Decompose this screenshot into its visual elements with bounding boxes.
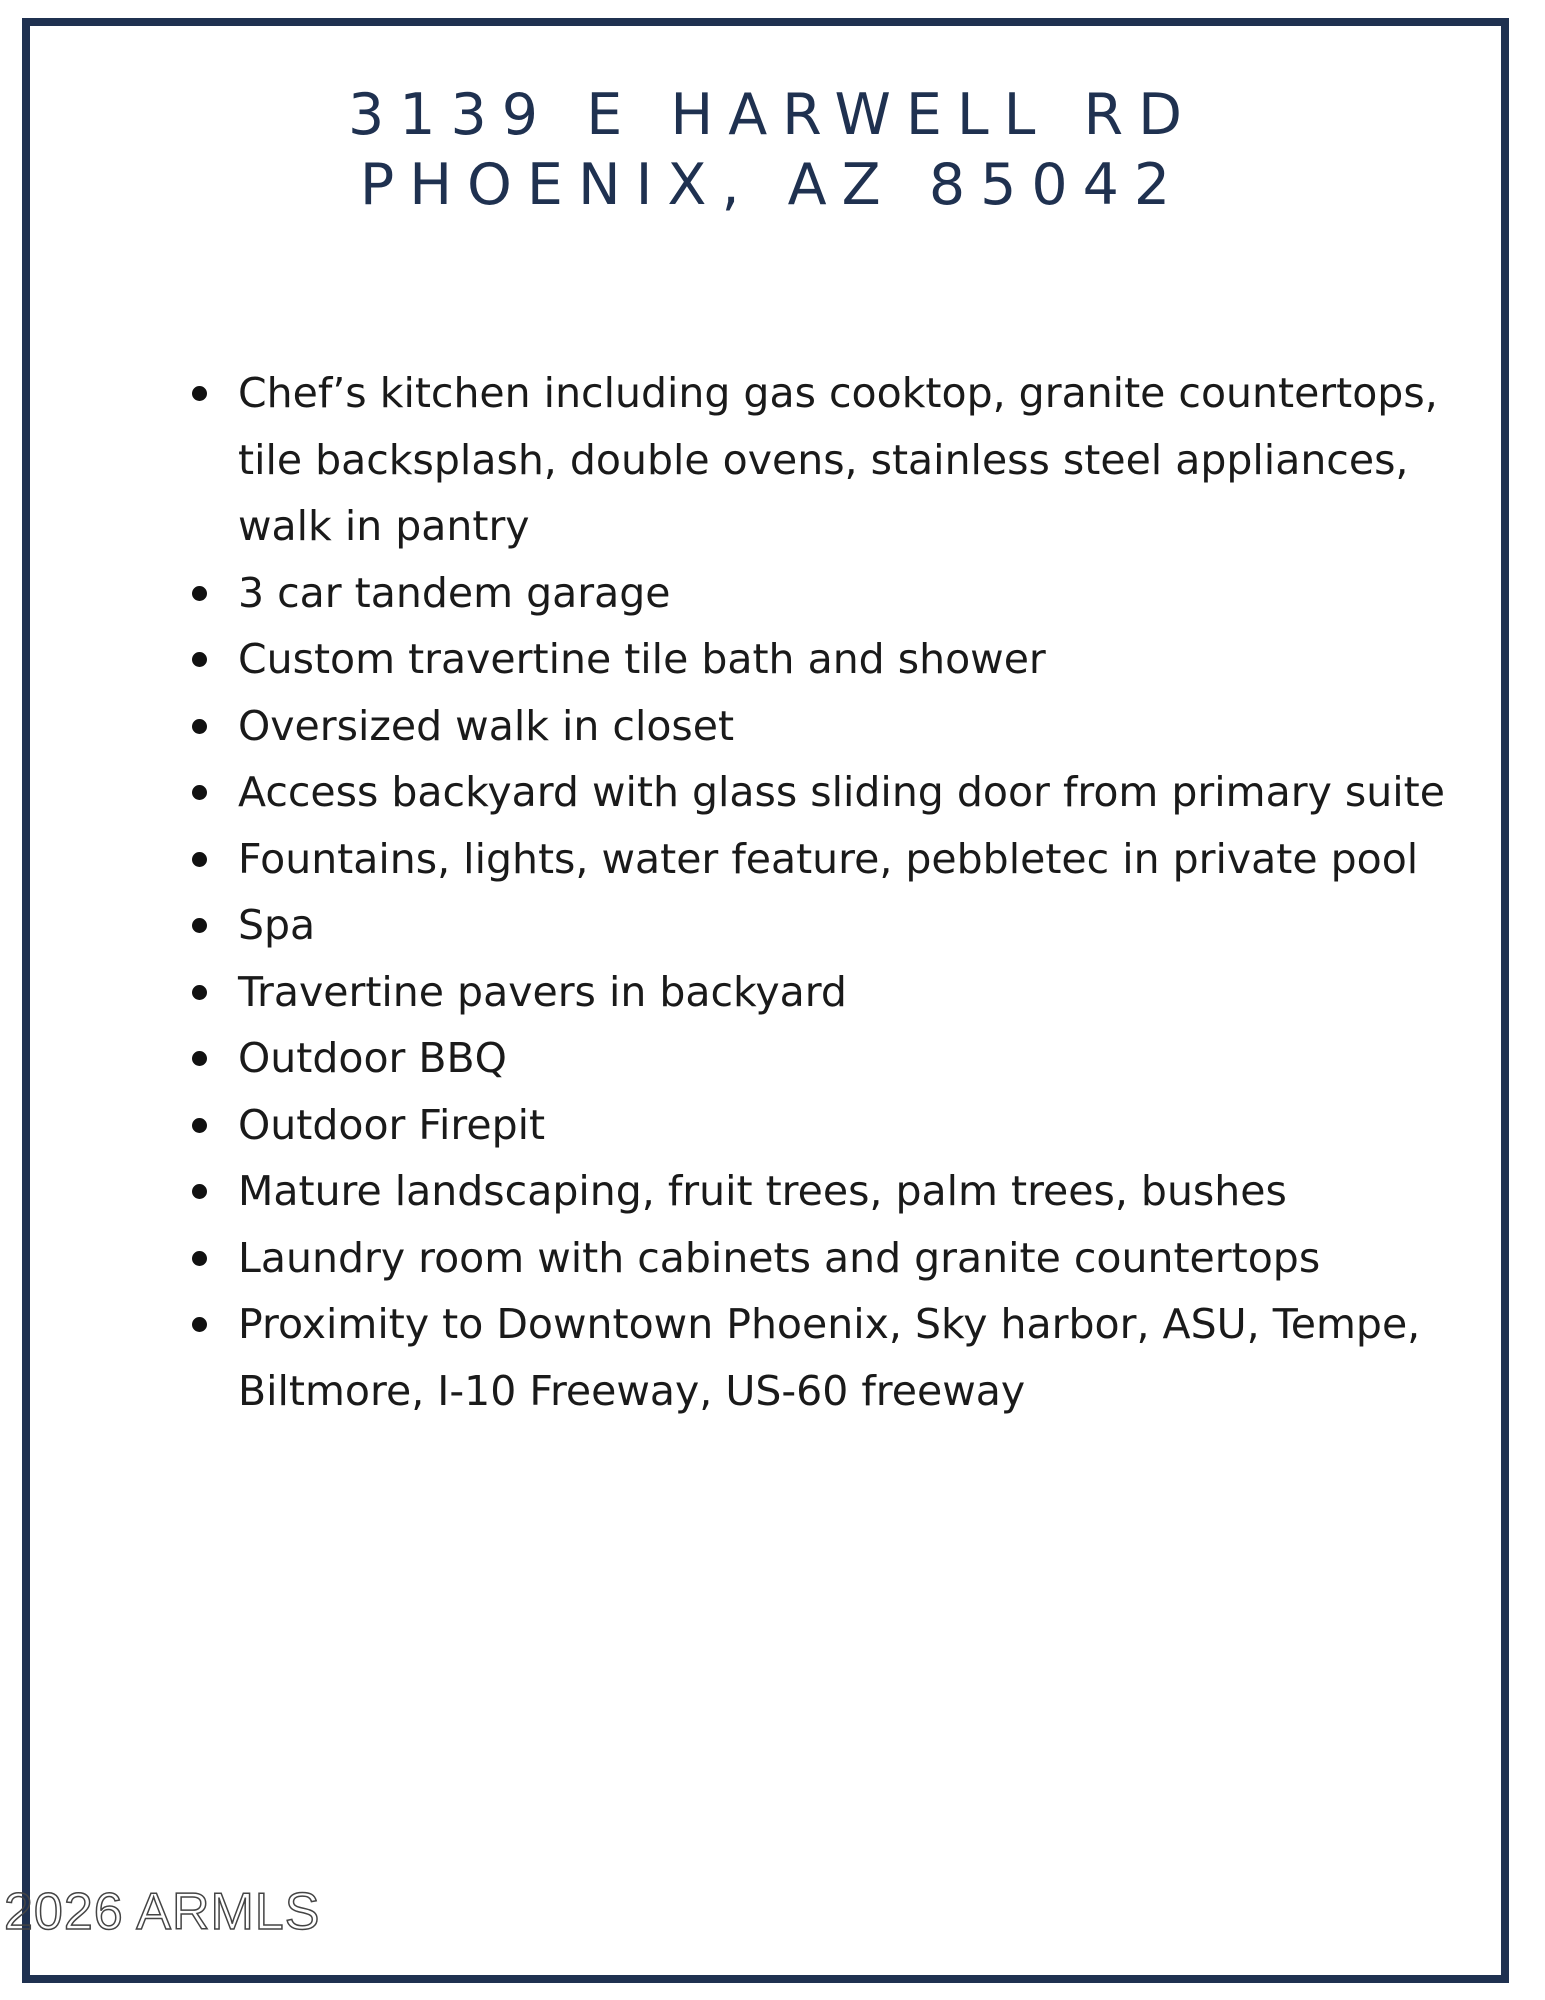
feature-item bbox=[238, 1025, 1458, 1092]
feature-item bbox=[238, 360, 1458, 560]
feature-text: Chef’s kitchen including gas cooktop, granite countertops, tile backsplash, double ovens, stainless steel appliances, walk in pantry bbox=[238, 369, 1438, 550]
bullet-icon bbox=[192, 785, 207, 800]
feature-item bbox=[238, 826, 1458, 893]
address-street-line: 3139 E HARWELL RD bbox=[348, 82, 1197, 148]
bullet-icon bbox=[192, 719, 207, 734]
bullet-icon bbox=[192, 1184, 207, 1199]
bullet-icon bbox=[192, 1251, 207, 1266]
feature-text: 3 car tandem garage bbox=[238, 568, 671, 617]
feature-item bbox=[238, 892, 1458, 959]
feature-text: Outdoor Firepit bbox=[238, 1100, 546, 1149]
feature-text: Oversized walk in closet bbox=[238, 701, 735, 750]
feature-item bbox=[238, 626, 1458, 693]
bullet-icon bbox=[192, 652, 207, 667]
feature-list bbox=[190, 360, 1458, 1424]
feature-text: Access backyard with glass sliding door from primary suite bbox=[238, 768, 1445, 816]
bullet-icon bbox=[192, 852, 207, 867]
copyright-watermark: 2026 ARMLS bbox=[4, 1883, 321, 1941]
feature-text: Laundry room with cabinets and granite countertops bbox=[238, 1233, 1321, 1282]
bullet-icon bbox=[192, 386, 207, 401]
address-city-line: PHOENIX, AZ 85042 bbox=[359, 152, 1186, 218]
feature-text: Mature landscaping, fruit trees, palm trees, bushes bbox=[238, 1167, 1287, 1215]
feature-item bbox=[238, 959, 1458, 1026]
feature-item bbox=[238, 693, 1458, 760]
feature-item bbox=[238, 1291, 1458, 1424]
bullet-icon bbox=[192, 918, 207, 933]
feature-text: Proximity to Downtown Phoenix, Sky harbor, ASU, Tempe, Biltmore, I-10 Freeway, US-60 freeway bbox=[238, 1300, 1421, 1415]
feature-text: Outdoor BBQ bbox=[238, 1034, 507, 1082]
feature-text: Custom travertine tile bath and shower bbox=[238, 635, 1046, 683]
bullet-icon bbox=[192, 985, 207, 1000]
feature-text: Travertine pavers in backyard bbox=[238, 967, 847, 1016]
bullet-icon bbox=[192, 586, 207, 601]
feature-text: Fountains, lights, water feature, pebbletec in private pool bbox=[238, 834, 1419, 883]
bullet-icon bbox=[192, 1317, 207, 1332]
bullet-icon bbox=[192, 1051, 207, 1066]
bullet-icon bbox=[192, 1118, 207, 1133]
feature-item bbox=[238, 759, 1458, 826]
feature-item bbox=[238, 1158, 1458, 1225]
feature-item bbox=[238, 1092, 1458, 1159]
feature-item bbox=[238, 1225, 1458, 1292]
feature-text: Spa bbox=[238, 901, 316, 949]
feature-item bbox=[238, 560, 1458, 627]
property-address-heading bbox=[0, 80, 1545, 220]
